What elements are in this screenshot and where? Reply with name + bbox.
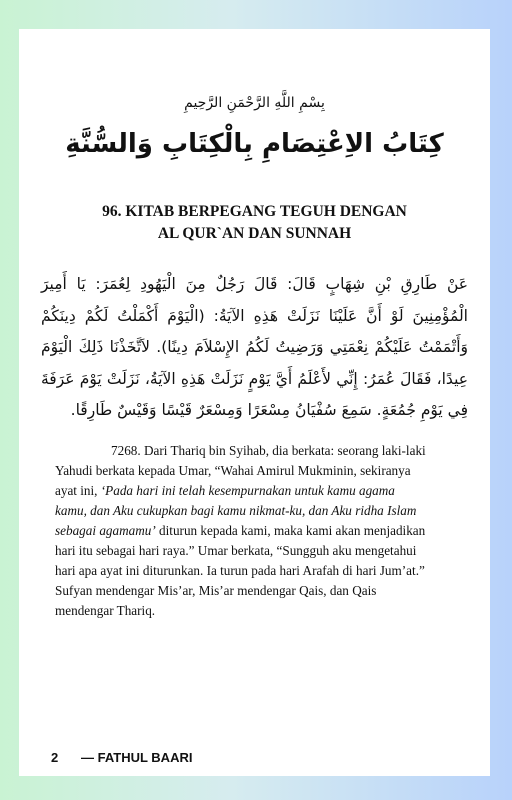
translation-line-1: 7268. Dari Thariq bin Syihab, dia berkata: seorang laki-laki bbox=[111, 443, 426, 458]
translation-line-9: mendengar Thariq. bbox=[55, 603, 156, 618]
basmala: بِسْمِ اللَّهِ الرَّحْمَنِ الرَّحِيمِ bbox=[184, 95, 325, 111]
translation-line-7: hari apa ayat ini diturunkan. Ia turun pada hari Arafah di hari Jum’at.” bbox=[55, 563, 425, 578]
hadith-translation bbox=[55, 441, 469, 621]
translation-line-4-quote: kamu, dan Aku cukupkan bagi kamu nikmat-ku, dan Aku ridha Islam bbox=[55, 503, 417, 518]
translation-line-6: hari itu sebagai hari raya.” Umar berkata, “Sungguh aku mengetahui bbox=[55, 543, 417, 558]
page-number: 2 bbox=[51, 750, 59, 765]
translation-line-5-b: diturun kepada kami, maka kami akan menjadikan bbox=[155, 523, 426, 538]
arabic-chapter-title: كِتَابُ الاِعْتِصَامِ بِالْكِتَابِ وَالسُّنَّةِ bbox=[65, 129, 444, 159]
chapter-title-line-1: 96. KITAB BERPEGANG TEGUH DENGAN bbox=[102, 203, 407, 220]
page-footer bbox=[51, 750, 192, 765]
translation-line-8: Sufyan mendengar Mis’ar, Mis’ar mendengar Qais, dan Qais bbox=[55, 583, 377, 598]
chapter-title-line-2: AL QUR`AN DAN SUNNAH bbox=[157, 225, 352, 242]
book-title: — FATHUL BAARI bbox=[81, 750, 193, 765]
translation-line-3-a: ayat ini, bbox=[55, 483, 101, 498]
chapter-title bbox=[19, 201, 490, 245]
book-page bbox=[19, 29, 490, 776]
translation-line-3 bbox=[55, 481, 469, 501]
translation-line-3-quote: ‘Pada hari ini telah kesempurnakan untuk kamu agama bbox=[100, 483, 395, 498]
translation-line-5-quote: sebagai agamamu’ bbox=[55, 523, 156, 538]
translation-line-2: Yahudi berkata kepada Umar, “Wahai Amirul Mukminin, sekiranya bbox=[55, 463, 411, 478]
translation-line-5 bbox=[55, 521, 469, 541]
arabic-hadith-text: عَنْ طَارِقِ بْنِ شِهَابٍ قَالَ: قَالَ رَجُلٌ مِنَ الْيَهُودِ لِعُمَرَ: يَا أَمِيرَ الْمُؤْمِنِينَ لَوْ أَنَّ عَلَيْنَا نَزَلَتْ هَذِهِ الآيَةُ: (الْيَوْمَ أَكْمَلْتُ لَكُمْ دِينَكُمْ وَأَتْمَمْتُ عَلَيْكُمْ نِعْمَتِي وَرَضِيتُ لَكُمُ الإِسْلاَمَ دِينًا). لاَتَّخَذْنَا ذَلِكَ الْيَوْمَ عِيدًا، فَقَالَ عُمَرُ: إِنِّي لأَعْلَمُ أَيَّ يَوْمٍ نَزَلَتْ هَذِهِ الآيَةُ، نَزَلَتْ يَوْمَ عَرَفَةَ فِي يَوْمِ جُمُعَةٍ. سَمِعَ سُفْيَانُ مِسْعَرًا وَمِسْعَرٌ قَيْسًا وَقَيْسٌ طَارِقًا. bbox=[41, 275, 468, 419]
